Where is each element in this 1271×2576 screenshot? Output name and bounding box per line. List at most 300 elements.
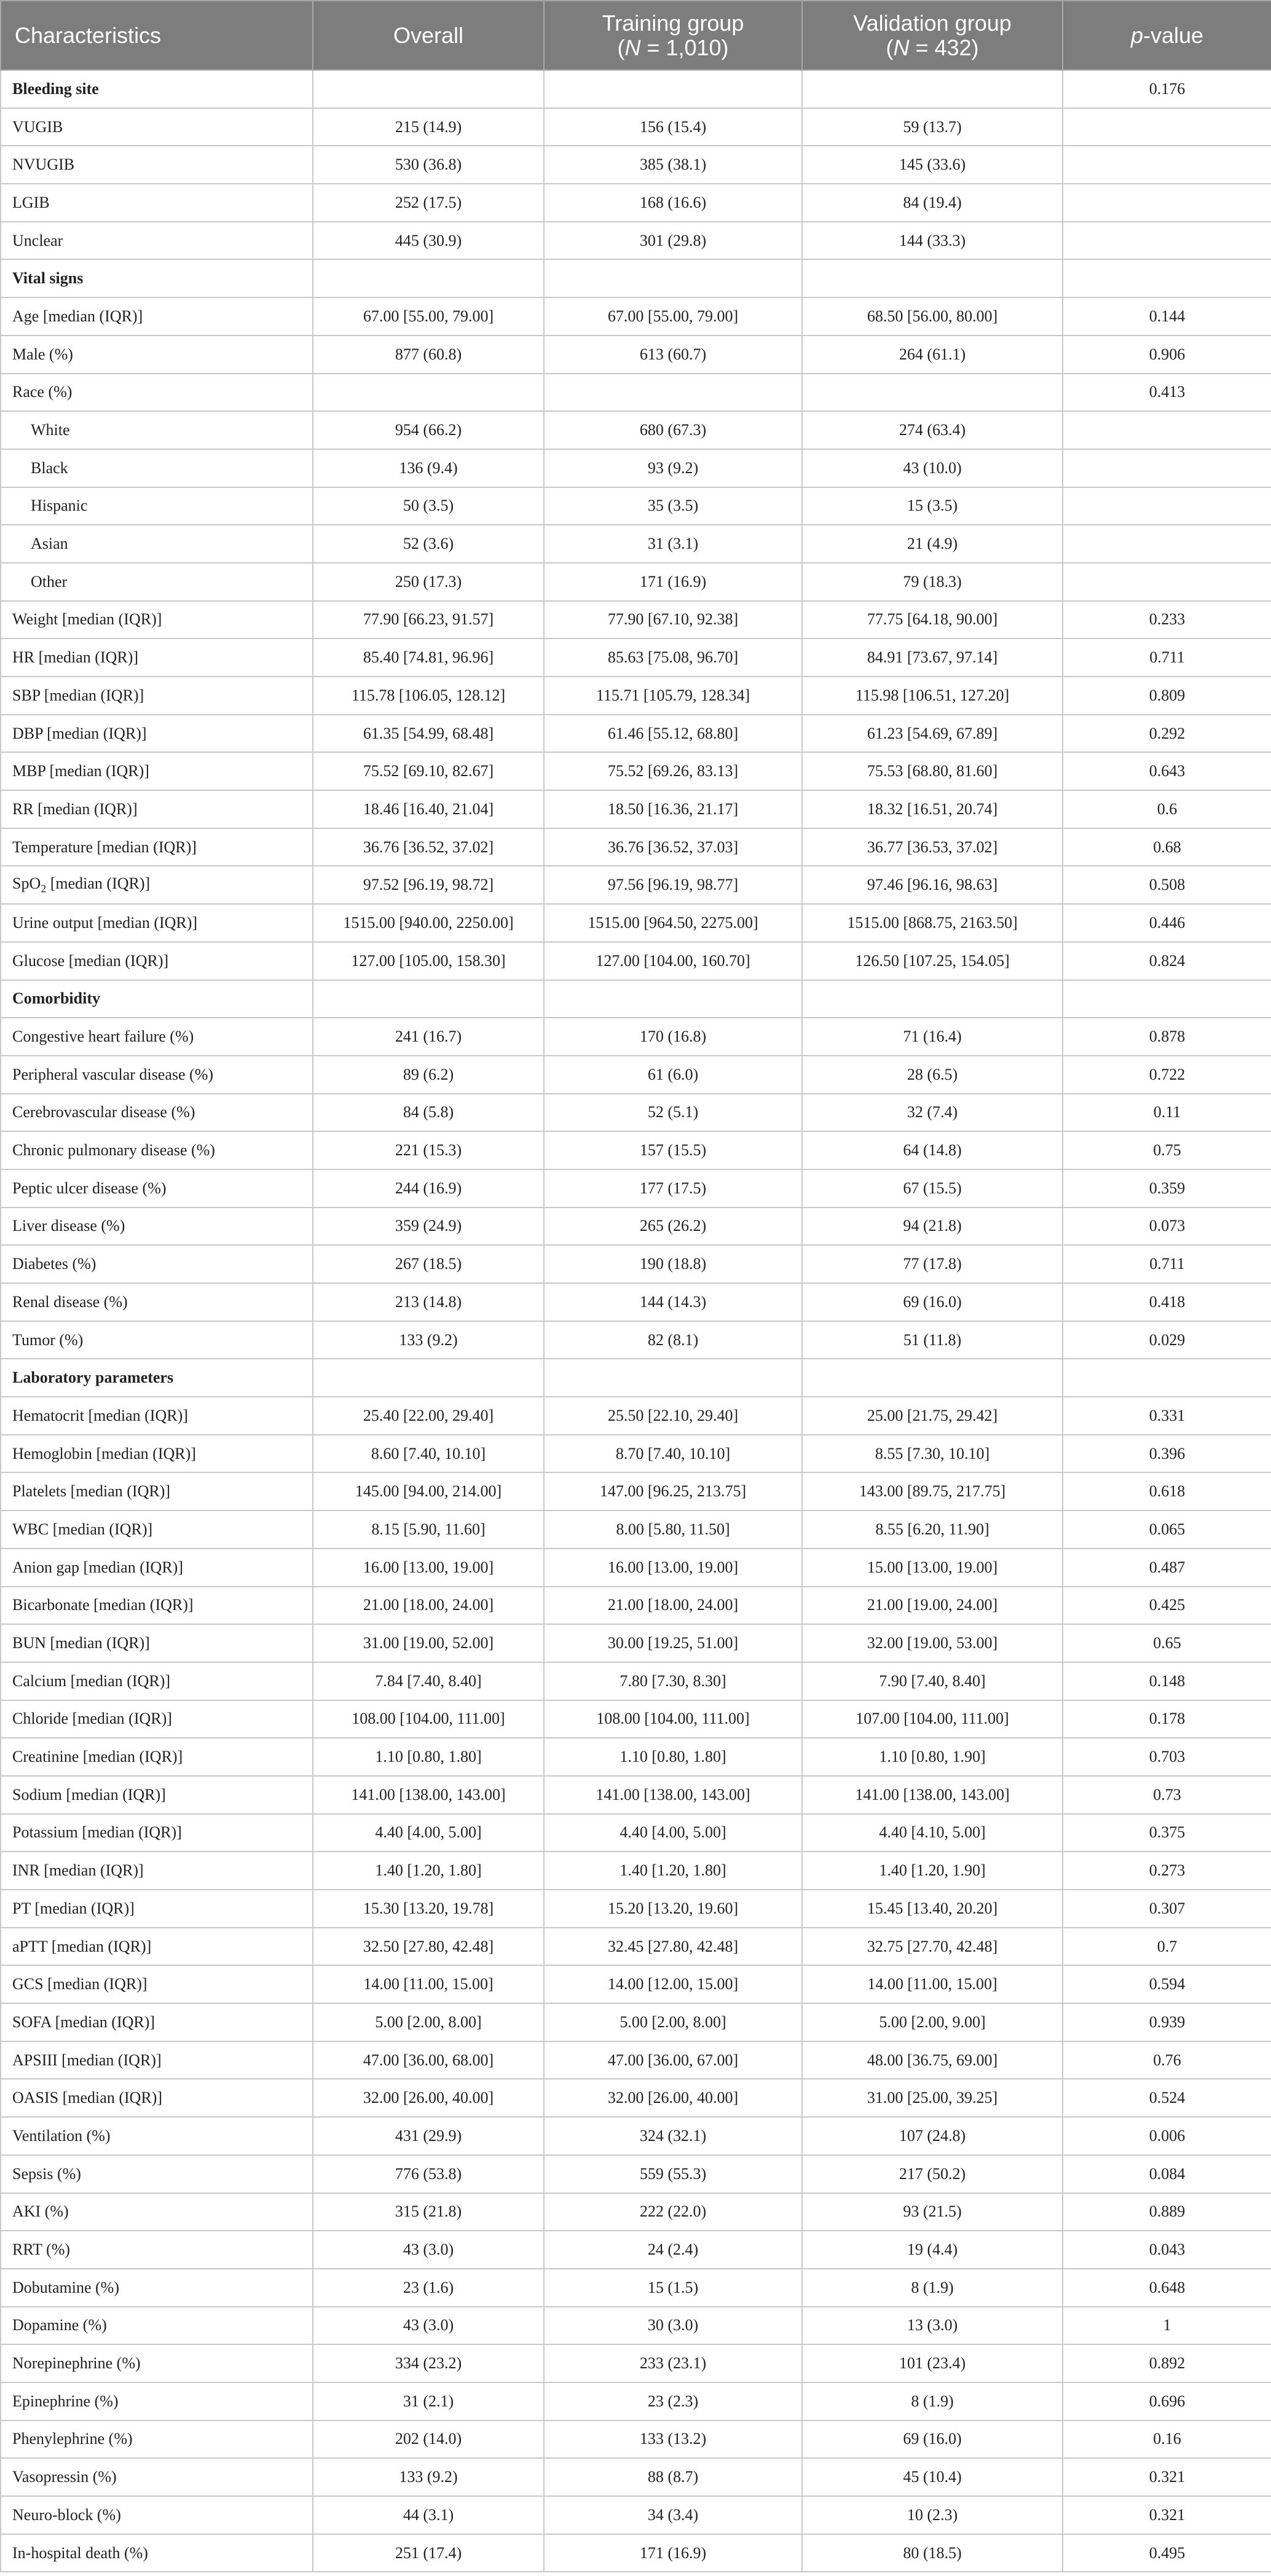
training-value: 301 (29.8) — [544, 222, 802, 260]
row-label: Hematocrit [median (IQR)] — [1, 1397, 313, 1435]
table-row — [1, 1283, 1271, 1321]
row-label: Calcium [median (IQR)] — [1, 1662, 313, 1700]
validation-value: 45 (10.4) — [802, 2458, 1063, 2496]
section-empty-cell — [802, 1359, 1063, 1397]
overall-value: 52 (3.6) — [313, 525, 544, 563]
p-value — [1063, 108, 1271, 146]
p-value — [1063, 487, 1271, 525]
training-value: 177 (17.5) — [544, 1169, 802, 1208]
overall-value: 77.90 [66.23, 91.57] — [313, 601, 544, 639]
header-training-n-value: = 1,010) — [640, 34, 729, 60]
p-value: 0.892 — [1063, 2344, 1271, 2382]
training-value: 35 (3.5) — [544, 487, 802, 525]
section-empty-cell — [313, 70, 544, 108]
p-value — [1063, 222, 1271, 260]
overall-value: 50 (3.5) — [313, 487, 544, 525]
validation-value: 274 (63.4) — [802, 411, 1063, 449]
validation-value: 143.00 [89.75, 217.75] — [802, 1472, 1063, 1510]
validation-value: 84.91 [73.67, 97.14] — [802, 638, 1063, 677]
overall-value: 954 (66.2) — [313, 411, 544, 449]
row-label: Neuro-block (%) — [1, 2496, 313, 2534]
row-label: Asian — [1, 525, 313, 563]
p-value: 0.273 — [1063, 1852, 1271, 1890]
p-value: 0.722 — [1063, 1056, 1271, 1094]
row-label: Glucose [median (IQR)] — [1, 942, 313, 980]
table-row — [1, 2269, 1271, 2307]
validation-value: 32.75 [27.70, 42.48] — [802, 1928, 1063, 1966]
section-label: Comorbidity — [1, 980, 313, 1018]
table-row — [1, 297, 1271, 336]
training-value: 8.00 [5.80, 11.50] — [544, 1510, 802, 1549]
validation-value: 75.53 [68.80, 81.60] — [802, 752, 1063, 790]
row-label-subscript: 2 — [41, 882, 47, 895]
training-value: 34 (3.4) — [544, 2496, 802, 2534]
p-value: 0.76 — [1063, 2041, 1271, 2079]
table-row — [1, 1208, 1271, 1246]
header-training-n-symbol: N — [624, 34, 641, 60]
table-row — [1, 449, 1271, 487]
p-value: 0.446 — [1063, 904, 1271, 942]
row-label: Tumor (%) — [1, 1321, 313, 1359]
row-label: Phenylephrine (%) — [1, 2421, 313, 2459]
header-characteristics: Characteristics — [1, 1, 313, 70]
header-p-value — [1063, 1, 1271, 70]
p-value: 0.73 — [1063, 1776, 1271, 1814]
training-value: 613 (60.7) — [544, 336, 802, 374]
table-row — [1, 2534, 1271, 2572]
training-value: 680 (67.3) — [544, 411, 802, 449]
overall-value — [313, 374, 544, 412]
overall-value: 244 (16.9) — [313, 1169, 544, 1208]
validation-value: 31.00 [25.00, 39.25] — [802, 2079, 1063, 2117]
validation-value: 1.40 [1.20, 1.90] — [802, 1852, 1063, 1890]
p-value: 1 — [1063, 2307, 1271, 2345]
row-label: Congestive heart failure (%) — [1, 1018, 313, 1056]
p-value: 0.6 — [1063, 790, 1271, 828]
section-row — [1, 980, 1271, 1018]
validation-value: 217 (50.2) — [802, 2155, 1063, 2193]
row-label: Chloride [median (IQR)] — [1, 1700, 313, 1738]
table-row — [1, 1018, 1271, 1056]
training-value: 15 (1.5) — [544, 2269, 802, 2307]
overall-value: 877 (60.8) — [313, 336, 544, 374]
validation-value: 5.00 [2.00, 9.00] — [802, 2003, 1063, 2041]
table-row — [1, 1321, 1271, 1359]
section-p-value: 0.176 — [1063, 70, 1271, 108]
table-row — [1, 1624, 1271, 1662]
validation-value: 32 (7.4) — [802, 1094, 1063, 1132]
training-value: 265 (26.2) — [544, 1208, 802, 1246]
table-row — [1, 677, 1271, 715]
validation-value: 48.00 [36.75, 69.00] — [802, 2041, 1063, 2079]
header-training-title: Training group — [602, 10, 744, 36]
section-p-value — [1063, 980, 1271, 1018]
p-value: 0.487 — [1063, 1549, 1271, 1587]
training-value: 47.00 [36.00, 67.00] — [544, 2041, 802, 2079]
row-label: Sepsis (%) — [1, 2155, 313, 2193]
overall-value: 14.00 [11.00, 15.00] — [313, 1965, 544, 2003]
table-row — [1, 638, 1271, 677]
p-value: 0.618 — [1063, 1472, 1271, 1510]
overall-value: 133 (9.2) — [313, 2458, 544, 2496]
p-value: 0.696 — [1063, 2382, 1271, 2421]
row-label: OASIS [median (IQR)] — [1, 2079, 313, 2117]
training-value: 52 (5.1) — [544, 1094, 802, 1132]
table-row — [1, 1700, 1271, 1738]
section-empty-cell — [313, 980, 544, 1018]
overall-value: 4.40 [4.00, 5.00] — [313, 1814, 544, 1852]
table-row — [1, 222, 1271, 260]
overall-value: 445 (30.9) — [313, 222, 544, 260]
section-row — [1, 1359, 1271, 1397]
training-value: 133 (13.2) — [544, 2421, 802, 2459]
row-label: Renal disease (%) — [1, 1283, 313, 1321]
overall-value: 89 (6.2) — [313, 1056, 544, 1094]
row-label: Urine output [median (IQR)] — [1, 904, 313, 942]
overall-value: 84 (5.8) — [313, 1094, 544, 1132]
table-row — [1, 715, 1271, 753]
row-label: INR [median (IQR)] — [1, 1852, 313, 1890]
table-row — [1, 1094, 1271, 1132]
validation-value: 69 (16.0) — [802, 2421, 1063, 2459]
validation-value: 61.23 [54.69, 67.89] — [802, 715, 1063, 753]
validation-value: 21 (4.9) — [802, 525, 1063, 563]
overall-value: 133 (9.2) — [313, 1321, 544, 1359]
p-value: 0.508 — [1063, 866, 1271, 904]
overall-value: 267 (18.5) — [313, 1245, 544, 1283]
training-value: 385 (38.1) — [544, 146, 802, 184]
p-value: 0.331 — [1063, 1397, 1271, 1435]
training-value: 127.00 [104.00, 160.70] — [544, 942, 802, 980]
header-p-symbol: p — [1130, 22, 1143, 48]
table-row — [1, 146, 1271, 184]
p-value: 0.321 — [1063, 2458, 1271, 2496]
overall-value: 141.00 [138.00, 143.00] — [313, 1776, 544, 1814]
p-value: 0.178 — [1063, 1700, 1271, 1738]
training-value: 15.20 [13.20, 19.60] — [544, 1890, 802, 1928]
section-empty-cell — [544, 980, 802, 1018]
validation-value: 126.50 [107.25, 154.05] — [802, 942, 1063, 980]
row-label: SBP [median (IQR)] — [1, 677, 313, 715]
overall-value: 47.00 [36.00, 68.00] — [313, 2041, 544, 2079]
validation-value: 80 (18.5) — [802, 2534, 1063, 2572]
training-value: 14.00 [12.00, 15.00] — [544, 1965, 802, 2003]
row-label: Norepinephrine (%) — [1, 2344, 313, 2382]
p-value: 0.418 — [1063, 1283, 1271, 1321]
overall-value: 97.52 [96.19, 98.72] — [313, 866, 544, 904]
overall-value: 31.00 [19.00, 52.00] — [313, 1624, 544, 1662]
overall-value: 127.00 [105.00, 158.30] — [313, 942, 544, 980]
overall-value: 136 (9.4) — [313, 449, 544, 487]
header-training-n: (N = 1,010) — [617, 34, 729, 60]
validation-value: 15 (3.5) — [802, 487, 1063, 525]
validation-value: 97.46 [96.16, 98.63] — [802, 866, 1063, 904]
table-row — [1, 2231, 1271, 2269]
validation-value: 145 (33.6) — [802, 146, 1063, 184]
row-label: APSIII [median (IQR)] — [1, 2041, 313, 2079]
section-row — [1, 70, 1271, 108]
row-label: In-hospital death (%) — [1, 2534, 313, 2572]
training-value: 61.46 [55.12, 68.80] — [544, 715, 802, 753]
validation-value: 115.98 [106.51, 127.20] — [802, 677, 1063, 715]
overall-value: 23 (1.6) — [313, 2269, 544, 2307]
row-label: Vasopressin (%) — [1, 2458, 313, 2496]
section-empty-cell — [802, 980, 1063, 1018]
row-label: RRT (%) — [1, 2231, 313, 2269]
row-label: WBC [median (IQR)] — [1, 1510, 313, 1549]
table-row — [1, 487, 1271, 525]
table-row — [1, 1169, 1271, 1208]
section-empty-cell — [544, 1359, 802, 1397]
training-value: 141.00 [138.00, 143.00] — [544, 1776, 802, 1814]
p-value: 0.11 — [1063, 1094, 1271, 1132]
p-value: 0.594 — [1063, 1965, 1271, 2003]
overall-value: 431 (29.9) — [313, 2117, 544, 2155]
table-row — [1, 866, 1271, 904]
table-row — [1, 525, 1271, 563]
section-row — [1, 259, 1271, 297]
p-value: 0.889 — [1063, 2193, 1271, 2231]
validation-value: 43 (10.0) — [802, 449, 1063, 487]
overall-value: 221 (15.3) — [313, 1131, 544, 1169]
overall-value: 75.52 [69.10, 82.67] — [313, 752, 544, 790]
overall-value: 8.15 [5.90, 11.60] — [313, 1510, 544, 1549]
validation-value: 59 (13.7) — [802, 108, 1063, 146]
p-value: 0.643 — [1063, 752, 1271, 790]
p-value: 0.65 — [1063, 1624, 1271, 1662]
row-label: Temperature [median (IQR)] — [1, 828, 313, 866]
table-row — [1, 1587, 1271, 1625]
table-row — [1, 1890, 1271, 1928]
table-row — [1, 374, 1271, 412]
p-value: 0.824 — [1063, 942, 1271, 980]
header-validation-n: (N = 432) — [886, 34, 979, 60]
p-value: 0.939 — [1063, 2003, 1271, 2041]
table-row — [1, 1245, 1271, 1283]
overall-value: 15.30 [13.20, 19.78] — [313, 1890, 544, 1928]
table-row — [1, 184, 1271, 222]
training-value: 1.10 [0.80, 1.80] — [544, 1738, 802, 1776]
p-value: 0.321 — [1063, 2496, 1271, 2534]
overall-value: 334 (23.2) — [313, 2344, 544, 2382]
training-value: 147.00 [96.25, 213.75] — [544, 1472, 802, 1510]
validation-value: 19 (4.4) — [802, 2231, 1063, 2269]
table-row — [1, 2155, 1271, 2193]
overall-value: 7.84 [7.40, 8.40] — [313, 1662, 544, 1700]
table-row — [1, 1852, 1271, 1890]
p-value — [1063, 563, 1271, 601]
overall-value: 43 (3.0) — [313, 2231, 544, 2269]
overall-value: 61.35 [54.99, 68.48] — [313, 715, 544, 753]
row-label: HR [median (IQR)] — [1, 638, 313, 677]
validation-value: 84 (19.4) — [802, 184, 1063, 222]
training-value: 77.90 [67.10, 92.38] — [544, 601, 802, 639]
training-value: 8.70 [7.40, 10.10] — [544, 1435, 802, 1473]
validation-value: 18.32 [16.51, 20.74] — [802, 790, 1063, 828]
validation-value: 36.77 [36.53, 37.02] — [802, 828, 1063, 866]
table-row — [1, 2421, 1271, 2459]
training-value: 24 (2.4) — [544, 2231, 802, 2269]
overall-value: 776 (53.8) — [313, 2155, 544, 2193]
validation-value: 77.75 [64.18, 90.00] — [802, 601, 1063, 639]
overall-value: 213 (14.8) — [313, 1283, 544, 1321]
validation-value: 15.45 [13.40, 20.20] — [802, 1890, 1063, 1928]
table-row — [1, 752, 1271, 790]
training-value: 16.00 [13.00, 19.00] — [544, 1549, 802, 1587]
overall-value: 36.76 [36.52, 37.02] — [313, 828, 544, 866]
table-row — [1, 2041, 1271, 2079]
table-row — [1, 2344, 1271, 2382]
p-value: 0.425 — [1063, 1587, 1271, 1625]
validation-value: 15.00 [13.00, 19.00] — [802, 1549, 1063, 1587]
training-value: 32.00 [26.00, 40.00] — [544, 2079, 802, 2117]
section-empty-cell — [544, 259, 802, 297]
training-value: 115.71 [105.79, 128.34] — [544, 677, 802, 715]
validation-value: 264 (61.1) — [802, 336, 1063, 374]
p-value — [1063, 525, 1271, 563]
table-body — [1, 70, 1271, 2572]
row-label: DBP [median (IQR)] — [1, 715, 313, 753]
row-label: Ventilation (%) — [1, 2117, 313, 2155]
overall-value: 31 (2.1) — [313, 2382, 544, 2421]
table-row — [1, 2496, 1271, 2534]
table-row — [1, 1549, 1271, 1587]
training-value: 171 (16.9) — [544, 563, 802, 601]
validation-value: 94 (21.8) — [802, 1208, 1063, 1246]
p-value: 0.144 — [1063, 297, 1271, 336]
section-label: Bleeding site — [1, 70, 313, 108]
row-label: VUGIB — [1, 108, 313, 146]
overall-value: 67.00 [55.00, 79.00] — [313, 297, 544, 336]
row-label: BUN [median (IQR)] — [1, 1624, 313, 1662]
row-label: Anion gap [median (IQR)] — [1, 1549, 313, 1587]
overall-value: 315 (21.8) — [313, 2193, 544, 2231]
training-value: 75.52 [69.26, 83.13] — [544, 752, 802, 790]
row-label: NVUGIB — [1, 146, 313, 184]
section-empty-cell — [313, 259, 544, 297]
validation-value: 8 (1.9) — [802, 2382, 1063, 2421]
row-label: Hispanic — [1, 487, 313, 525]
training-value: 1515.00 [964.50, 2275.00] — [544, 904, 802, 942]
overall-value: 32.00 [26.00, 40.00] — [313, 2079, 544, 2117]
row-label: White — [1, 411, 313, 449]
header-validation-title: Validation group — [853, 10, 1012, 36]
row-label: Black — [1, 449, 313, 487]
validation-value: 93 (21.5) — [802, 2193, 1063, 2231]
training-value — [544, 374, 802, 412]
row-label: PT [median (IQR)] — [1, 1890, 313, 1928]
validation-value: 68.50 [56.00, 80.00] — [802, 297, 1063, 336]
validation-value: 67 (15.5) — [802, 1169, 1063, 1208]
header-validation-n-value: = 432) — [909, 34, 979, 60]
table-row — [1, 2117, 1271, 2155]
p-value: 0.375 — [1063, 1814, 1271, 1852]
p-value: 0.495 — [1063, 2534, 1271, 2572]
training-value: 18.50 [16.36, 21.17] — [544, 790, 802, 828]
validation-value: 28 (6.5) — [802, 1056, 1063, 1094]
table-row — [1, 1472, 1271, 1510]
validation-value: 8 (1.9) — [802, 2269, 1063, 2307]
overall-value: 5.00 [2.00, 8.00] — [313, 2003, 544, 2041]
training-value: 170 (16.8) — [544, 1018, 802, 1056]
training-value: 171 (16.9) — [544, 2534, 802, 2572]
overall-value: 18.46 [16.40, 21.04] — [313, 790, 544, 828]
p-value: 0.878 — [1063, 1018, 1271, 1056]
validation-value: 144 (33.3) — [802, 222, 1063, 260]
p-value: 0.703 — [1063, 1738, 1271, 1776]
row-label: Sodium [median (IQR)] — [1, 1776, 313, 1814]
table-row — [1, 790, 1271, 828]
validation-value: 21.00 [19.00, 24.00] — [802, 1587, 1063, 1625]
table-row — [1, 108, 1271, 146]
row-label-rest: [median (IQR)] — [46, 874, 151, 893]
p-value: 0.148 — [1063, 1662, 1271, 1700]
validation-value: 107.00 [104.00, 111.00] — [802, 1700, 1063, 1738]
p-value: 0.043 — [1063, 2231, 1271, 2269]
training-value: 21.00 [18.00, 24.00] — [544, 1587, 802, 1625]
validation-value: 13 (3.0) — [802, 2307, 1063, 2345]
overall-value: 108.00 [104.00, 111.00] — [313, 1700, 544, 1738]
row-label-main: SpO — [12, 874, 41, 893]
validation-value: 107 (24.8) — [802, 2117, 1063, 2155]
table-row — [1, 601, 1271, 639]
overall-value: 1.10 [0.80, 1.80] — [313, 1738, 544, 1776]
p-value: 0.711 — [1063, 638, 1271, 677]
p-value: 0.7 — [1063, 1928, 1271, 1966]
row-label: Platelets [median (IQR)] — [1, 1472, 313, 1510]
p-value: 0.906 — [1063, 336, 1271, 374]
row-label: Diabetes (%) — [1, 1245, 313, 1283]
row-label: Cerebrovascular disease (%) — [1, 1094, 313, 1132]
p-value: 0.359 — [1063, 1169, 1271, 1208]
row-label: Creatinine [median (IQR)] — [1, 1738, 313, 1776]
validation-value: 8.55 [6.20, 11.90] — [802, 1510, 1063, 1549]
overall-value: 8.60 [7.40, 10.10] — [313, 1435, 544, 1473]
training-value: 156 (15.4) — [544, 108, 802, 146]
p-value: 0.029 — [1063, 1321, 1271, 1359]
training-value: 324 (32.1) — [544, 2117, 802, 2155]
overall-value: 251 (17.4) — [313, 2534, 544, 2572]
training-value: 1.40 [1.20, 1.80] — [544, 1852, 802, 1890]
row-label: Peripheral vascular disease (%) — [1, 1056, 313, 1094]
section-empty-cell — [544, 70, 802, 108]
validation-value: 69 (16.0) — [802, 1283, 1063, 1321]
table-row — [1, 1510, 1271, 1549]
validation-value: 32.00 [19.00, 53.00] — [802, 1624, 1063, 1662]
training-value: 30.00 [19.25, 51.00] — [544, 1624, 802, 1662]
validation-value: 71 (16.4) — [802, 1018, 1063, 1056]
row-label: LGIB — [1, 184, 313, 222]
overall-value: 32.50 [27.80, 42.48] — [313, 1928, 544, 1966]
table-row — [1, 2382, 1271, 2421]
validation-value: 8.55 [7.30, 10.10] — [802, 1435, 1063, 1473]
validation-value: 141.00 [138.00, 143.00] — [802, 1776, 1063, 1814]
table-row — [1, 1397, 1271, 1435]
row-label: Dobutamine (%) — [1, 2269, 313, 2307]
p-value: 0.16 — [1063, 2421, 1271, 2459]
row-label: RR [median (IQR)] — [1, 790, 313, 828]
overall-value: 530 (36.8) — [313, 146, 544, 184]
p-value — [1063, 184, 1271, 222]
training-value: 559 (55.3) — [544, 2155, 802, 2193]
section-label: Vital signs — [1, 259, 313, 297]
validation-value: 1515.00 [868.75, 2163.50] — [802, 904, 1063, 942]
table-row — [1, 1435, 1271, 1473]
validation-value: 79 (18.3) — [802, 563, 1063, 601]
table-row — [1, 2079, 1271, 2117]
training-value: 61 (6.0) — [544, 1056, 802, 1094]
row-label: AKI (%) — [1, 2193, 313, 2231]
